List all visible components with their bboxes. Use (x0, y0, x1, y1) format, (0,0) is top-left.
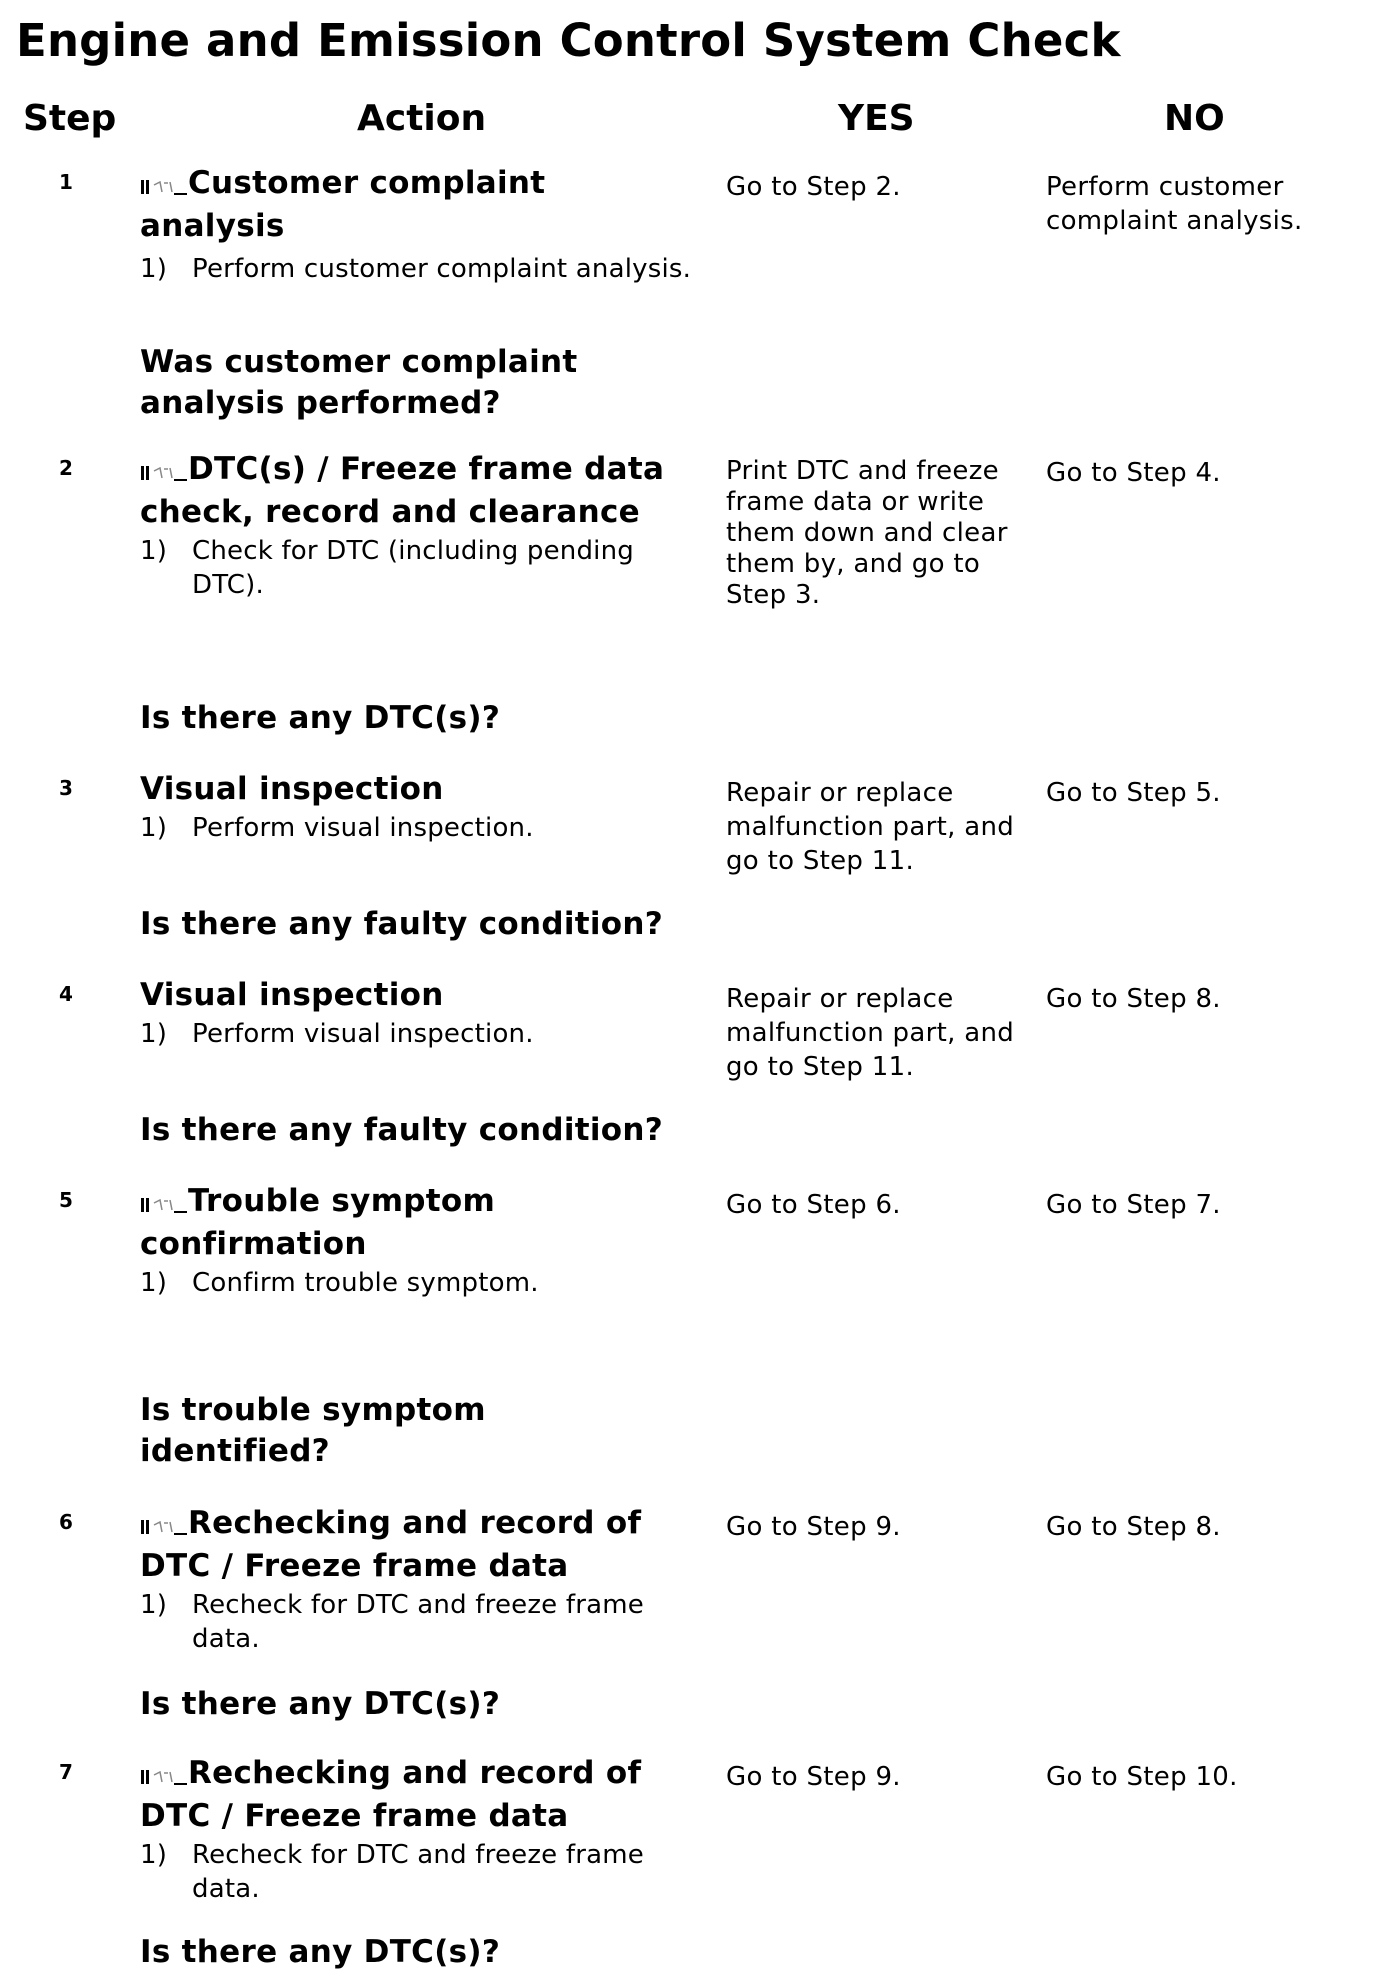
step-no-result: Perform customer complaint analysis. (1046, 172, 1303, 236)
step-yes-result: Go to Step 2. (726, 172, 901, 202)
step-question-2: Is there any DTC(s)? (140, 700, 501, 736)
column-header-step: Step (23, 98, 117, 139)
step-question-7: Is there any DTC(s)? (140, 1934, 501, 1970)
step-instruction: 1) Perform visual inspection. (140, 813, 534, 843)
step-action (140, 1505, 700, 1656)
step-yes-result: Go to Step 6. (726, 1190, 901, 1220)
step-no-result: Go to Step 7. (1046, 1190, 1221, 1220)
step-number: 7 (59, 1760, 73, 1784)
step-number: 1 (59, 170, 73, 194)
step-action (140, 451, 700, 602)
reference-marker-icon (140, 173, 188, 193)
reference-marker-icon (140, 1763, 188, 1783)
step-question-4: Is there any faulty condition? (140, 1112, 664, 1148)
step-number: 6 (59, 1510, 73, 1534)
column-header-action: Action (357, 98, 487, 139)
step-instruction: 1) Recheck for DTC and freeze frame data. (140, 1590, 644, 1654)
step-instruction: 1) Confirm trouble symptom. (140, 1268, 539, 1298)
step-action (140, 771, 700, 845)
step-instruction: 1) Perform customer complaint analysis. (140, 254, 692, 284)
step-heading: Rechecking and record of DTC / Freeze frame data (140, 1505, 642, 1584)
column-header-yes: YES (838, 98, 915, 139)
step-number: 4 (59, 982, 73, 1006)
step-yes-result: Print DTC and freeze frame data or write them down and clear them by, and go to Step 3. (726, 456, 1008, 610)
step-instruction: 1) Check for DTC (including pending DTC). (140, 536, 634, 600)
reference-marker-icon (140, 1513, 188, 1533)
step-question-6: Is there any DTC(s)? (140, 1686, 501, 1722)
step-no-result: Go to Step 8. (1046, 984, 1221, 1014)
step-yes-result: Repair or replace malfunction part, and go to Step 11. (726, 984, 1015, 1082)
step-number: 3 (59, 776, 73, 800)
step-action (140, 165, 700, 286)
step-yes-result: Go to Step 9. (726, 1512, 901, 1542)
page-title: Engine and Emission Control System Check (16, 14, 1121, 67)
step-yes-result: Go to Step 9. (726, 1762, 901, 1792)
step-action (140, 1183, 570, 1300)
step-heading: Trouble symptom confirmation (140, 1183, 496, 1262)
step-instruction: 1) Recheck for DTC and freeze frame data. (140, 1840, 644, 1904)
step-heading: Customer complaint analysis (140, 165, 546, 244)
step-heading: Visual inspection (140, 977, 444, 1013)
step-question-3: Is there any faulty condition? (140, 906, 664, 942)
reference-marker-icon (140, 1191, 188, 1211)
step-yes-result: Repair or replace malfunction part, and go to Step 11. (726, 778, 1015, 876)
step-no-result: Go to Step 10. (1046, 1762, 1238, 1792)
step-no-result: Go to Step 8. (1046, 1512, 1221, 1542)
step-number: 2 (59, 456, 73, 480)
step-action (140, 977, 700, 1051)
step-action (140, 1755, 700, 1906)
step-question-5: Is trouble symptom identified? (140, 1392, 486, 1469)
step-no-result: Go to Step 4. (1046, 458, 1221, 488)
step-question-1: Was customer complaint analysis performed? (140, 344, 578, 421)
step-heading: Visual inspection (140, 771, 444, 807)
step-instruction: 1) Perform visual inspection. (140, 1019, 534, 1049)
column-header-no: NO (1164, 98, 1225, 139)
step-number: 5 (59, 1188, 73, 1212)
reference-marker-icon (140, 459, 188, 479)
step-no-result: Go to Step 5. (1046, 778, 1221, 808)
step-heading: Rechecking and record of DTC / Freeze frame data (140, 1755, 642, 1834)
step-heading: DTC(s) / Freeze frame data check, record and clearance (140, 451, 665, 530)
